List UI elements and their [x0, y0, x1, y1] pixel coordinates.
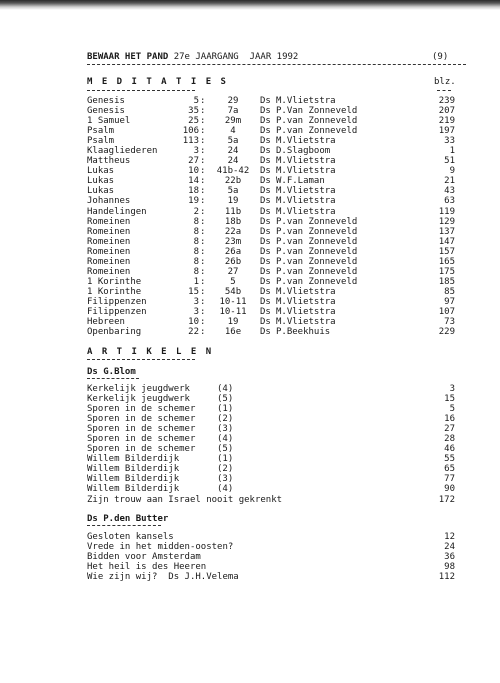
verse-reference: 11b [224, 206, 242, 217]
author-heading-butter: Ds P.den Butter [87, 514, 169, 524]
author-name: P.van Zonneveld [276, 226, 358, 237]
page-reference: 219 [438, 116, 455, 127]
artikelen-heading: A R T I K E L E N [87, 347, 214, 357]
chapter-verse-separator: : [200, 276, 206, 287]
article-row [87, 384, 467, 394]
verse-reference: 27 [227, 266, 239, 277]
article-title: Sporen in de schemer [87, 434, 196, 445]
bible-book: Openbaring [87, 327, 142, 338]
author-name: P.Beekhuis [276, 327, 331, 338]
verse-reference: 5 [230, 276, 236, 287]
chapter-number: 22 [188, 327, 199, 338]
chapter-verse-separator: : [200, 196, 206, 207]
meditatie-row [87, 106, 467, 116]
bible-book: Klaagliederen [87, 146, 158, 157]
bible-book: Filippenzen [87, 296, 147, 307]
bible-book: Filippenzen [87, 306, 147, 317]
article-title: Willem Bilderdijk [87, 464, 180, 475]
verse-reference: 26a [224, 246, 242, 257]
chapter-number: 14 [188, 176, 199, 187]
verse-reference: 29m [224, 116, 242, 127]
title-prefix: Ds [260, 126, 271, 137]
chapter-verse-separator: : [200, 116, 206, 127]
article-part-number: (3) [217, 424, 234, 435]
chapter-number: 8 [193, 236, 199, 247]
title-prefix: Ds [260, 296, 271, 307]
page-reference: 9 [449, 166, 455, 177]
article-title: Kerkelijk jeugdwerk [87, 394, 190, 405]
article-part-number: (4) [217, 434, 234, 445]
page-reference: 207 [438, 106, 455, 117]
verse-reference: 22a [224, 226, 242, 237]
bible-book: Romeinen [87, 256, 131, 267]
author-name: P.van Zonneveld [276, 126, 358, 137]
article-part-number: (3) [217, 474, 234, 485]
page-header [87, 52, 298, 62]
bible-book: 1 Samuel [87, 116, 131, 127]
chapter-number: 5 [193, 96, 199, 106]
article-title: Willem Bilderdijk [87, 454, 180, 465]
verse-reference: 19 [227, 196, 239, 207]
meditatie-row [87, 237, 467, 247]
chapter-number: 18 [188, 186, 199, 197]
article-part-number: (1) [217, 454, 234, 465]
page-reference: 172 [438, 494, 455, 505]
page-reference: 16 [444, 414, 455, 425]
meditatie-row [87, 287, 467, 297]
author-name: P.van Zonneveld [276, 236, 358, 247]
title-prefix: Ds [260, 317, 271, 328]
page-reference: 119 [438, 206, 455, 217]
bible-book: Psalm [87, 126, 115, 137]
meditatie-row [87, 277, 467, 287]
article-part-number: (5) [217, 444, 234, 455]
page-reference: 27 [444, 424, 455, 435]
author-name: M.Vlietstra [276, 166, 336, 177]
title-prefix: Ds [260, 156, 271, 167]
page-reference: 33 [444, 136, 455, 147]
article-title: Willem Bilderdijk [87, 484, 180, 495]
meditaties-heading: M E D I T A T I E S [87, 77, 228, 87]
title-prefix: Ds [260, 146, 271, 157]
bible-book: 1 Korinthe [87, 286, 142, 297]
meditatie-row [87, 136, 467, 146]
title-prefix: Ds [260, 327, 271, 338]
article-row [87, 434, 467, 444]
chapter-verse-separator: : [200, 96, 206, 106]
meditatie-row [87, 217, 467, 227]
page-reference: 21 [444, 176, 455, 187]
title-prefix: Ds [260, 256, 271, 267]
verse-reference: 41b-42 [216, 166, 250, 177]
title-prefix: Ds [260, 206, 271, 217]
author-name: P.van Zonneveld [276, 246, 358, 257]
author-name: M.Vlietstra [276, 196, 336, 207]
author-rule-butter [87, 525, 161, 526]
chapter-number: 15 [188, 286, 199, 297]
author-name: D.Slagboom [276, 146, 331, 157]
chapter-number: 8 [193, 216, 199, 227]
article-row [87, 532, 467, 542]
chapter-number: 35 [188, 106, 199, 117]
author-name: M.Vlietstra [276, 156, 336, 167]
bible-book: Romeinen [87, 226, 131, 237]
chapter-verse-separator: : [200, 126, 206, 137]
chapter-number: 8 [193, 266, 199, 277]
article-row [87, 484, 467, 494]
bible-book: Hebreen [87, 317, 125, 328]
bible-book: Genesis [87, 106, 125, 117]
page-reference: 63 [444, 196, 455, 207]
chapter-verse-separator: : [200, 236, 206, 247]
title-prefix: Ds [260, 216, 271, 227]
page-column-label: blz. [434, 77, 456, 87]
chapter-number: 113 [182, 136, 199, 147]
bible-book: Romeinen [87, 266, 131, 277]
title-prefix: Ds [260, 136, 271, 147]
chapter-number: 19 [188, 196, 199, 207]
title-prefix: Ds [260, 176, 271, 187]
article-title: Kerkelijk jeugdwerk [87, 384, 190, 394]
author-name: M.Vlietstra [276, 306, 336, 317]
verse-reference: 26b [224, 256, 242, 267]
chapter-verse-separator: : [200, 166, 206, 177]
chapter-verse-separator: : [200, 176, 206, 187]
article-title: Sporen in de schemer [87, 404, 196, 415]
bible-book: Mattheus [87, 156, 131, 167]
page-reference: 85 [444, 286, 455, 297]
chapter-verse-separator: : [200, 306, 206, 317]
article-title: Willem Bilderdijk [87, 474, 180, 485]
page-reference: 46 [444, 444, 455, 455]
author-name: P.van Zonneveld [276, 276, 358, 287]
title-prefix: Ds [260, 286, 271, 297]
author-name: M.Vlietstra [276, 317, 336, 328]
meditatie-row [87, 96, 467, 106]
meditatie-row [87, 267, 467, 277]
meditaties-heading-rule [87, 90, 195, 91]
chapter-number: 25 [188, 116, 199, 127]
article-part-number: (2) [217, 464, 234, 475]
page-reference: 129 [438, 216, 455, 227]
meditatie-row [87, 297, 467, 307]
chapter-number: 8 [193, 246, 199, 257]
author-rule-blom [87, 378, 139, 379]
page-reference: 43 [444, 186, 455, 197]
article-title: Vrede in het midden-oosten? [87, 542, 234, 553]
chapter-verse-separator: : [200, 266, 206, 277]
article-row [87, 424, 467, 434]
article-row [87, 572, 467, 582]
bible-book: 1 Korinthe [87, 276, 142, 287]
chapter-number: 8 [193, 256, 199, 267]
chapter-verse-separator: : [200, 226, 206, 237]
page-reference: 3 [449, 384, 455, 394]
page-reference: 28 [444, 434, 455, 445]
title-prefix: Ds [260, 276, 271, 287]
page-reference: 55 [444, 454, 455, 465]
page-reference: 197 [438, 126, 455, 137]
page-reference: 157 [438, 246, 455, 257]
author-name: P.Van Zonneveld [276, 106, 358, 117]
chapter-verse-separator: : [200, 146, 206, 157]
bible-book: Lukas [87, 186, 115, 197]
verse-reference: 29 [227, 96, 239, 106]
meditatie-row [87, 247, 467, 257]
meditatie-row [87, 327, 467, 337]
bible-book: Lukas [87, 176, 115, 187]
article-row [87, 444, 467, 454]
page-reference: 51 [444, 156, 455, 167]
article-title: Bidden voor Amsterdam [87, 552, 201, 563]
author-name: M.Vlietstra [276, 286, 336, 297]
meditatie-row [87, 317, 467, 327]
article-row [87, 454, 467, 464]
meditatie-row [87, 257, 467, 267]
author-name: P.van Zonneveld [276, 266, 358, 277]
chapter-number: 10 [188, 317, 199, 328]
author-name: M.Vlietstra [276, 206, 336, 217]
chapter-number: 27 [188, 156, 199, 167]
page-reference: 185 [438, 276, 455, 287]
bible-book: Romeinen [87, 216, 131, 227]
article-title: Het heil is des Heeren [87, 562, 207, 573]
meditatie-row [87, 227, 467, 237]
title-prefix: Ds [260, 196, 271, 207]
page-reference: 1 [449, 146, 455, 157]
verse-reference: 5a [227, 136, 239, 147]
meditatie-row [87, 166, 467, 176]
bible-book: Romeinen [87, 246, 131, 257]
meditatie-row [87, 307, 467, 317]
title-prefix: Ds [260, 96, 271, 106]
page-reference: 165 [438, 256, 455, 267]
author-name: M.Vlietstra [276, 136, 336, 147]
verse-reference: 5a [227, 186, 239, 197]
article-row [87, 562, 467, 572]
verse-reference: 7a [227, 106, 239, 117]
verse-reference: 24 [227, 156, 239, 167]
header-divider [87, 64, 466, 65]
author-name: P.van Zonneveld [276, 116, 358, 127]
page-reference: 239 [438, 96, 455, 106]
verse-reference: 10-11 [219, 306, 247, 317]
title-prefix: Ds [260, 246, 271, 257]
page-reference: 24 [444, 542, 455, 553]
bible-book: Psalm [87, 136, 115, 147]
title-prefix: Ds [260, 186, 271, 197]
chapter-number: 10 [188, 166, 199, 177]
bible-book: Johannes [87, 196, 131, 207]
author-name: W.F.Laman [276, 176, 325, 187]
page-reference: 90 [444, 484, 455, 495]
author-name: P.van Zonneveld [276, 256, 358, 267]
title-prefix: Ds [260, 166, 271, 177]
verse-reference: 10-11 [219, 296, 247, 307]
page-reference: 97 [444, 296, 455, 307]
article-row [87, 552, 467, 562]
article-title: Wie zijn wij? Ds J.H.Velema [87, 572, 239, 583]
chapter-verse-separator: : [200, 156, 206, 167]
page-reference: 5 [449, 404, 455, 415]
chapter-number: 3 [193, 146, 199, 157]
bible-book: Handelingen [87, 206, 147, 217]
page-reference: 147 [438, 236, 455, 247]
verse-reference: 22b [224, 176, 242, 187]
author-name: M.Vlietstra [276, 186, 336, 197]
article-row [87, 414, 467, 424]
meditatie-row [87, 146, 467, 156]
page-reference: 65 [444, 464, 455, 475]
title-prefix: Ds [260, 236, 271, 247]
article-part-number: (1) [217, 404, 234, 415]
verse-reference: 16e [224, 327, 242, 338]
article-title: Sporen in de schemer [87, 444, 196, 455]
chapter-verse-separator: : [200, 256, 206, 267]
verse-reference: 4 [230, 126, 236, 137]
article-row [87, 464, 467, 474]
title-prefix: Ds [260, 306, 271, 317]
page-number: (9) [432, 52, 449, 62]
article-part-number: (5) [217, 394, 234, 405]
article-part-number: (4) [217, 384, 234, 394]
header-volume: 27e JAARGANG JAAR 1992 [168, 52, 299, 62]
chapter-verse-separator: : [200, 317, 206, 328]
page-reference: 73 [444, 317, 455, 328]
chapter-verse-separator: : [200, 296, 206, 307]
meditatie-row [87, 196, 467, 206]
articles-list-butter [87, 532, 467, 582]
chapter-verse-separator: : [200, 286, 206, 297]
chapter-number: 1 [193, 276, 199, 287]
page-reference: 15 [444, 394, 455, 405]
chapter-verse-separator: : [200, 216, 206, 227]
chapter-verse-separator: : [200, 136, 206, 147]
article-row [87, 474, 467, 484]
page-reference: 112 [438, 572, 455, 583]
meditatie-row [87, 116, 467, 126]
article-row [87, 542, 467, 552]
bible-book: Genesis [87, 96, 125, 106]
article-title: Sporen in de schemer [87, 424, 196, 435]
bible-book: Lukas [87, 166, 115, 177]
chapter-number: 3 [193, 306, 199, 317]
verse-reference: 54b [224, 286, 242, 297]
title-prefix: Ds [260, 266, 271, 277]
article-row [87, 404, 467, 414]
author-name: P.van Zonneveld [276, 216, 358, 227]
chapter-verse-separator: : [200, 186, 206, 197]
page-reference: 137 [438, 226, 455, 237]
article-row [87, 495, 467, 505]
meditatie-row [87, 126, 467, 136]
article-title: Gesloten kansels [87, 532, 174, 542]
bible-book: Romeinen [87, 236, 131, 247]
meditatie-row [87, 207, 467, 217]
author-name: M.Vlietstra [276, 96, 336, 106]
verse-reference: 24 [227, 146, 239, 157]
chapter-number: 106 [182, 126, 199, 137]
article-part-number: (2) [217, 414, 234, 425]
article-part-number: (4) [217, 484, 234, 495]
title-prefix: Ds [260, 106, 271, 117]
page-reference: 107 [438, 306, 455, 317]
verse-reference: 19 [227, 317, 239, 328]
verse-reference: 18b [224, 216, 242, 227]
artikelen-heading-rule [87, 359, 195, 360]
meditatie-row [87, 176, 467, 186]
page-reference: 229 [438, 327, 455, 338]
page-reference: 98 [444, 562, 455, 573]
title-prefix: Ds [260, 116, 271, 127]
article-title: Sporen in de schemer [87, 414, 196, 425]
meditaties-list [87, 96, 467, 337]
chapter-verse-separator: : [200, 106, 206, 117]
meditatie-row [87, 186, 467, 196]
author-heading-blom: Ds G.Blom [87, 367, 136, 377]
articles-list-blom [87, 384, 467, 505]
chapter-number: 8 [193, 226, 199, 237]
chapter-verse-separator: : [200, 246, 206, 257]
meditatie-row [87, 156, 467, 166]
chapter-number: 3 [193, 296, 199, 307]
author-name: M.Vlietstra [276, 296, 336, 307]
title-prefix: Ds [260, 226, 271, 237]
page-reference: 12 [444, 532, 455, 542]
page-column-rule [437, 90, 451, 91]
page-reference: 77 [444, 474, 455, 485]
page-reference: 175 [438, 266, 455, 277]
header-lead: BEWAAR HET PAND [87, 52, 169, 62]
article-title: Zijn trouw aan Israel nooit gekrenkt [87, 494, 283, 505]
verse-reference: 23m [224, 236, 242, 247]
article-row [87, 394, 467, 404]
chapter-number: 2 [193, 206, 199, 217]
chapter-verse-separator: : [200, 206, 206, 217]
page-reference: 36 [444, 552, 455, 563]
chapter-verse-separator: : [200, 327, 206, 338]
